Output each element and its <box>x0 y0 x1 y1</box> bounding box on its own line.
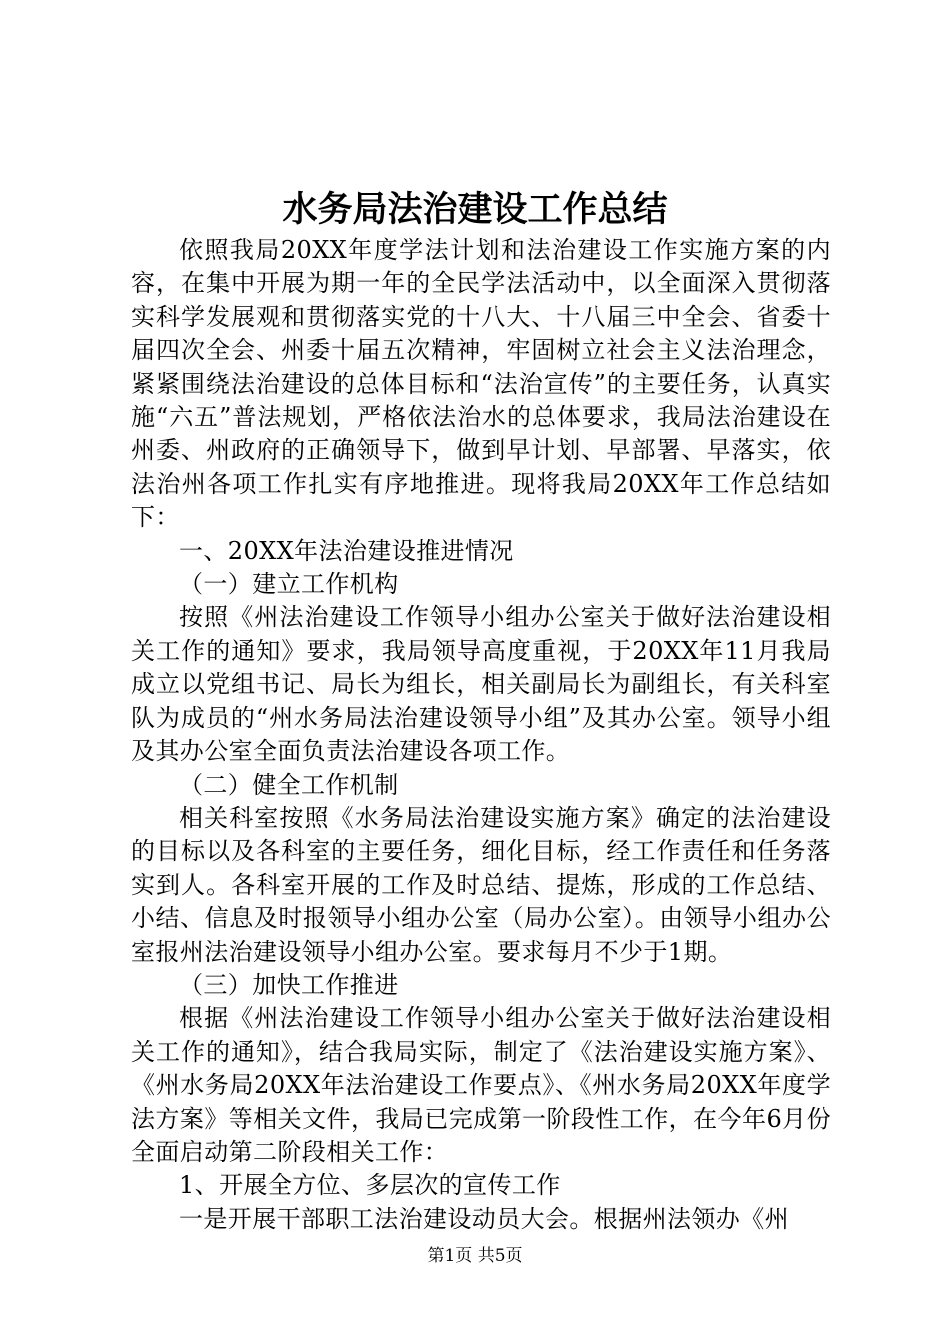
document-body <box>131 234 831 1236</box>
paragraph-intro: 依照我局20XX年度学法计划和法治建设工作实施方案的内容，在集中开展为期一年的全民学法活动中，以全面深入贯彻落实科学发展观和贯彻落实党的十八大、十八届三中全会、省委十届四次全会、州委十届五次精神，牢固树立社会主义法治理念，紧紧围绕法治建设的总体目标和“法治宣传”的主要任务，认真实施“六五”普法规划，严格依法治水的总体要求，我局法治建设在州委、州政府的正确领导下，做到早计划、早部署、早落实，依法治州各项工作扎实有序地推进。现将我局20XX年工作总结如下： <box>131 236 831 532</box>
item-heading: 1、开展全方位、多层次的宣传工作 <box>179 1171 561 1200</box>
paragraph: 相关科室按照《水务局法治建设实施方案》确定的法治建设的目标以及各科室的主要任务，细化目标，经工作责任和任务落实到人。各科室开展的工作及时总结、提炼，形成的工作总结、小结、信息及时报领导小组办公室（局办公室）。由领导小组办公室报州法治建设领导小组办公室。要求每月不少于1期。 <box>131 803 831 966</box>
page-number-footer: 第1页 共5页 <box>427 1246 523 1266</box>
paragraph: 按照《州法治建设工作领导小组办公室关于做好法治建设相关工作的通知》要求，我局领导高度重视，于20XX年11月我局成立以党组书记、局长为组长，相关副局长为副组长，有关科室队为成员的“州水务局法治建设领导小组”及其办公室。领导小组及其办公室全面负责法治建设各项工作。 <box>131 603 831 766</box>
subsection-heading: （二）健全工作机制 <box>179 770 399 799</box>
paragraph: 一是开展干部职工法治建设动员大会。根据州法领办《州 <box>179 1204 789 1233</box>
section-heading: 一、20XX年法治建设推进情况 <box>179 536 514 565</box>
subsection-heading: （一）建立工作机构 <box>179 570 399 599</box>
document-title: 水务局法治建设工作总结 <box>282 189 668 230</box>
subsection-heading: （三）加快工作推进 <box>179 970 399 999</box>
paragraph: 根据《州法治建设工作领导小组办公室关于做好法治建设相关工作的通知》，结合我局实际，制定了《法治建设实施方案》、《州水务局20XX年法治建设工作要点》、《州水务局20XX年度学法方案》等相关文件，我局已完成第一阶段性工作，在今年6月份全面启动第二阶段相关工作： <box>131 1004 831 1166</box>
